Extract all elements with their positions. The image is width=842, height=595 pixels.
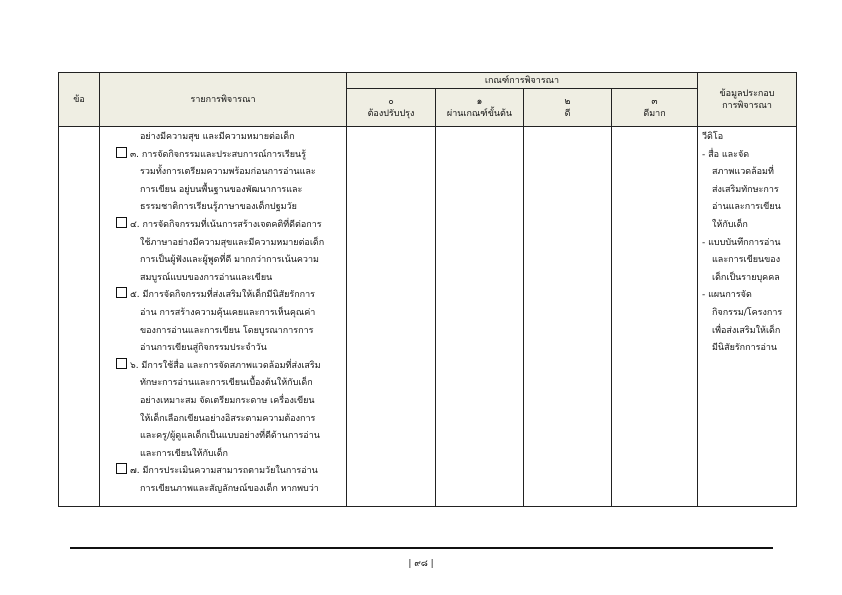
level-0-number: ๐: [388, 96, 394, 107]
criterion-text: การเขียนภาพและสัญลักษณ์ของเด็ก หากพบว่า: [140, 483, 319, 494]
info-line: วีดิโอ: [702, 132, 724, 142]
level-0-label: ต้องปรับปรุง: [367, 108, 415, 119]
level-3-number: ๓: [651, 96, 658, 107]
criterion-line: [108, 375, 342, 393]
info-line: สภาพแวดล้อมที่: [712, 167, 774, 178]
info-line: มีนิสัยรักการอ่าน: [712, 343, 778, 354]
level-2-number: ๒: [564, 96, 571, 107]
info-list: [698, 127, 796, 358]
criterion-text: อ่านการเขียนสู่กิจกรรมประจำวัน: [140, 343, 267, 354]
info-line: - แบบบันทึกการอ่าน: [702, 237, 781, 248]
header-level-0: [347, 89, 436, 127]
criterion-text: อย่างเหมาะสม จัดเตรียมกระดาษ เครื่องเขียน: [140, 395, 315, 406]
checkbox[interactable]: [116, 147, 127, 158]
criterion-text: อ่าน การสร้างความคุ้นเคยและการเห็นคุณค่า: [140, 307, 316, 318]
level-3-label: ดีมาก: [643, 108, 666, 119]
info-line: เด็กเป็นรายบุคคล: [712, 272, 780, 283]
criterion-text: ทักษะการอ่านและการเขียนเบื้องต้นให้กับเด็ก: [140, 378, 313, 389]
info-cell: [698, 127, 797, 507]
level-1-cell[interactable]: [436, 127, 524, 507]
level-0-cell[interactable]: [347, 127, 436, 507]
level-3-cell[interactable]: [612, 127, 698, 507]
criterion-line: [108, 481, 342, 499]
criterion-text: และครู/ผู้ดูแลเด็กเป็นแบบอย่างที่ดีด้านการอ่าน: [140, 431, 320, 442]
criterion-text: ของการอ่านและการเขียน โดยบูรณาการการ: [140, 325, 314, 336]
criterion-item: [108, 358, 342, 376]
checkbox[interactable]: [116, 287, 127, 298]
criterion-text: ๖. มีการใช้สื่อ และการจัดสภาพแวดล้อมที่ส่งเสริม: [130, 360, 321, 371]
criterion-item: [108, 217, 342, 235]
criterion-text: ธรรมชาติการเรียนรู้ภาษาของเด็กปฐมวัย: [140, 202, 297, 213]
criterion-line: [108, 446, 342, 464]
criterion-line: [108, 182, 342, 200]
header-criteria: เกณฑ์การพิจารณา: [347, 73, 698, 89]
checkbox[interactable]: [116, 463, 127, 474]
criterion-line: [108, 235, 342, 253]
criterion-line: [108, 411, 342, 429]
header-level-1: [436, 89, 524, 127]
criterion-text: รวมทั้งการเตรียมความพร้อมก่อนการอ่านและ: [140, 167, 316, 178]
info-line: ให้กับเด็ก: [712, 219, 748, 230]
criterion-text: ๗. มีการประเมินความสามารถตามวัยในการอ่าน: [130, 466, 318, 477]
criterion-text: ๔. การจัดกิจกรรมที่เน้นการสร้างเจตคติที่ดีต่อการ: [130, 219, 322, 230]
info-line: กิจกรรม/โครงการ: [712, 307, 783, 318]
checkbox[interactable]: [116, 358, 127, 369]
checkbox[interactable]: [116, 217, 127, 228]
criterion-text: ๓. การจัดกิจกรรมและประสบการณ์การเรียนรู้: [130, 149, 307, 160]
evaluation-table: [58, 72, 796, 507]
footer-rule: [70, 547, 773, 549]
criterion-text: และการเขียนให้กับเด็ก: [140, 448, 229, 459]
criterion-text: อย่างมีความสุข และมีความหมายต่อเด็ก: [140, 132, 295, 142]
criterion-line: [108, 305, 342, 323]
criterion-line: [108, 393, 342, 411]
criterion-text: ๕. มีการจัดกิจกรรมที่ส่งเสริมให้เด็กมีนิสัยรักการ: [130, 290, 316, 301]
criterion-text: สมบูรณ์แบบของการอ่านและเขียน: [140, 272, 273, 283]
level-1-label: ผ่านเกณฑ์ขั้นต้น: [446, 108, 513, 119]
header-level-3: [612, 89, 698, 127]
info-line: - แผนการจัด: [702, 290, 752, 301]
level-2-cell[interactable]: [524, 127, 612, 507]
items-cell: [100, 127, 347, 507]
criterion-line: [108, 129, 342, 147]
info-line: และการเขียนของ: [712, 255, 781, 266]
header-item-number: ข้อ: [59, 73, 100, 127]
criterion-text: การเขียน อยู่บนพื้นฐานของพัฒนาการและ: [140, 184, 303, 195]
criterion-text: ให้เด็กเลือกเขียนอย่างอิสระตามความต้องการ: [140, 413, 316, 424]
item-number-cell: [59, 127, 100, 507]
header-supporting-info: ข้อมูลประกอบ การพิจารณา: [698, 73, 797, 127]
level-1-number: ๑: [476, 96, 483, 107]
header-items: รายการพิจารณา: [100, 73, 347, 127]
info-line: - สื่อ และจัด: [702, 149, 750, 160]
criterion-line: [108, 252, 342, 270]
info-line: อ่านและการเขียน: [712, 202, 781, 213]
criterion-item: [108, 287, 342, 305]
item-list: [100, 127, 346, 498]
criterion-item: [108, 147, 342, 165]
level-2-label: ดี: [564, 108, 571, 119]
page-number: | ๙๘ |: [408, 559, 434, 569]
info-line: เพื่อส่งเสริมให้เด็ก: [712, 325, 781, 336]
criterion-line: [108, 323, 342, 341]
criterion-item: [108, 463, 342, 481]
criterion-line: [108, 428, 342, 446]
criterion-line: [108, 164, 342, 182]
criterion-text: การเป็นผู้ฟังและผู้พูดที่ดี มากกว่าการเน้นความ: [140, 255, 319, 266]
criterion-line: [108, 199, 342, 217]
header-level-2: [524, 89, 612, 127]
criterion-line: [108, 340, 342, 358]
criterion-line: [108, 270, 342, 288]
criterion-text: ใช้ภาษาอย่างมีความสุขและมีความหมายต่อเด็ก: [140, 237, 325, 248]
info-line: ส่งเสริมทักษะการ: [712, 184, 779, 195]
